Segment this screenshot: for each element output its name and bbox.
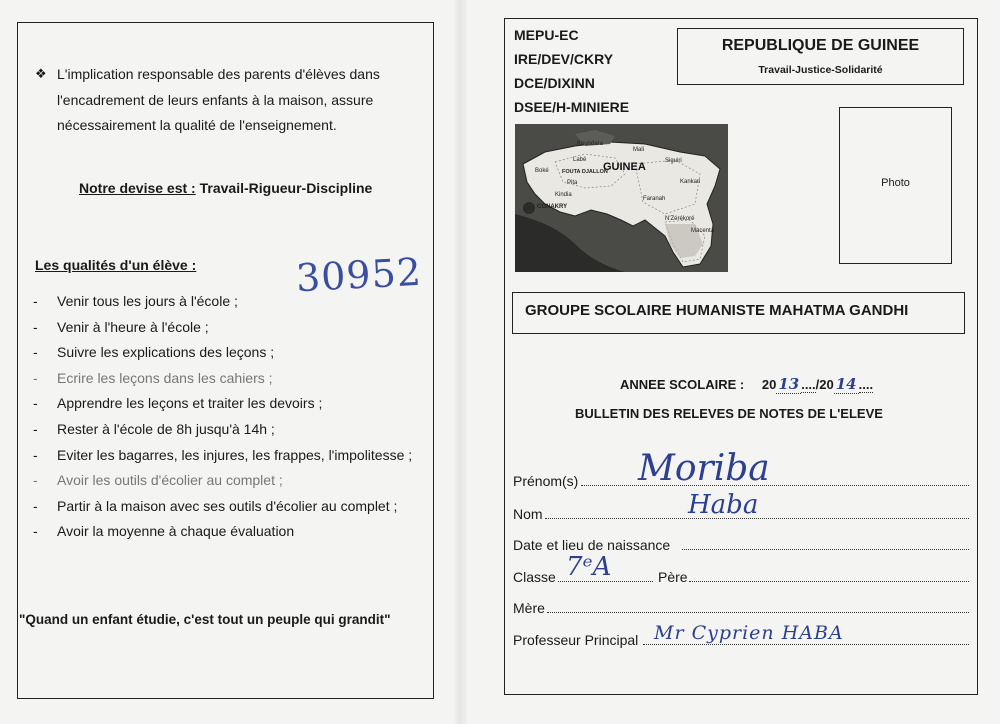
prof-line xyxy=(643,644,969,645)
map-label: Koundara xyxy=(577,141,604,147)
map-label: Boké xyxy=(535,168,549,174)
nom-value: Haba xyxy=(688,490,759,520)
qualities-title: Les qualités d'un élève : xyxy=(35,257,197,273)
school-year-label: ANNEE SCOLAIRE : xyxy=(620,377,745,392)
list-item: - Avoir les outils d'écolier au complet ; xyxy=(33,472,283,489)
map-label: Pita xyxy=(567,180,578,186)
map-country: GUINEA xyxy=(603,161,646,173)
classe-label: Classe xyxy=(513,569,556,585)
school-year-start: 13 xyxy=(778,375,800,393)
institution-2: IRE/DEV/CKRY xyxy=(514,51,614,67)
school-year-prefix: 20 xyxy=(761,377,777,392)
school-year: ANNEE SCOLAIRE : 20 13 ..../20 14 .... xyxy=(620,375,874,393)
map-label: Mali xyxy=(633,147,645,153)
right-page xyxy=(460,0,1000,724)
birth-line xyxy=(682,549,969,550)
republic-title: REPUBLIQUE DE GUINEE xyxy=(721,37,920,54)
involvement-line-1: L'implication responsable des parents d'élèves dans xyxy=(57,66,380,82)
school-year-end: 14 xyxy=(835,375,857,393)
list-item: - Avoir la moyenne à chaque évaluation xyxy=(33,523,295,540)
left-page xyxy=(0,0,460,724)
birth-label: Date et lieu de naissance xyxy=(513,537,671,553)
prof-value: Mr Cyprien HABA xyxy=(654,622,844,644)
involvement-line-2: l'encadrement de leurs enfants à la maison, assure xyxy=(57,92,374,108)
prenom-value: Moriba xyxy=(638,448,770,489)
list-item: - Ecrire les leçons dans les cahiers ; xyxy=(33,369,273,386)
mere-label: Mère xyxy=(513,600,545,616)
list-item: - Rester à l'école de 8h jusqu'à 14h ; xyxy=(33,420,275,437)
list-item: - Suivre les explications des leçons ; xyxy=(33,344,275,361)
list-item: - Venir tous les jours à l'école ; xyxy=(33,293,238,309)
map-label: Macenta xyxy=(691,228,715,234)
prenom-label: Prénom(s) xyxy=(513,473,579,489)
motto-label: Notre devise est : xyxy=(79,180,196,196)
republic-motto: Travail-Justice-Solidarité xyxy=(758,64,883,76)
map-label: Faranah xyxy=(643,196,666,202)
list-item: - Eviter les bagarres, les injures, les frappes, l'impolitesse ; xyxy=(33,446,413,463)
photo-box xyxy=(839,107,952,264)
handwritten-number: 30952 xyxy=(294,249,423,301)
classe-value: 7ᵉA xyxy=(566,552,612,582)
list-item: - Apprendre les leçons et traiter les devoirs ; xyxy=(33,395,323,412)
school-year-sep: /20 xyxy=(815,377,834,392)
bulletin-title: BULLETIN DES RELEVES DE NOTES DE L'ELEVE xyxy=(575,406,883,421)
pere-line xyxy=(689,581,969,582)
map-label: Kindia xyxy=(555,192,572,198)
list-item: - Partir à la maison avec ses outils d'écolier au complet ; xyxy=(33,497,398,514)
map-label: Siguiri xyxy=(665,158,682,164)
motto-line xyxy=(79,180,372,196)
pere-label: Père xyxy=(658,569,688,585)
map-label: Labé xyxy=(573,157,587,163)
institution-4: DSEE/H-MINIERE xyxy=(514,99,630,115)
motto-text: Travail-Rigueur-Discipline xyxy=(199,180,373,196)
guinea-map xyxy=(515,124,728,272)
school-name: GROUPE SCOLAIRE HUMANISTE MAHATMA GANDHI xyxy=(525,302,909,319)
mere-line xyxy=(547,612,969,613)
prof-label: Professeur Principal xyxy=(513,632,639,648)
institution-1: MEPU-EC xyxy=(514,27,579,43)
republic-box xyxy=(677,28,964,85)
institution-3: DCE/DIXINN xyxy=(514,75,595,91)
map-label: FOUTA DJALLON xyxy=(562,169,608,175)
school-name-box xyxy=(512,292,965,334)
map-svg xyxy=(515,124,728,272)
qualities-list xyxy=(33,293,412,549)
quote: "Quand un enfant étudie, c'est tout un peuple qui grandit" xyxy=(19,612,391,627)
list-item: - Venir à l'heure à l'école ; xyxy=(33,318,209,335)
involvement-line-3: nécessairement la qualité de l'enseignement. xyxy=(57,117,337,133)
photo-label: Photo xyxy=(881,177,910,189)
nom-label: Nom xyxy=(513,506,543,522)
bullet-icon: ❖ xyxy=(35,66,47,81)
map-label: CONAKRY xyxy=(537,204,568,210)
map-label: Kankan xyxy=(680,179,701,185)
map-label: N'Zérékoré xyxy=(665,216,695,222)
